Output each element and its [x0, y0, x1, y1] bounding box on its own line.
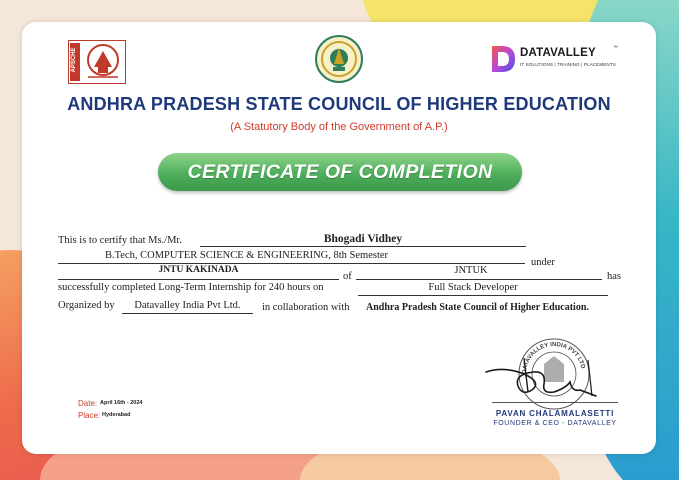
apsche-logo [68, 40, 126, 84]
signature-icon [484, 352, 604, 400]
under-text: under [531, 257, 555, 268]
organization-underline [122, 313, 253, 314]
certificate-card [22, 22, 656, 454]
of-text: of [343, 271, 352, 282]
datavalley-brand: DATAVALLEY [520, 47, 596, 59]
place-value: Hyderabad [102, 412, 131, 418]
has-text: has [607, 271, 621, 282]
signatory-title: FOUNDER & CEO - DATAVALLEY [493, 420, 617, 427]
organization-name: Datavalley India Pvt Ltd. [134, 300, 241, 311]
datavalley-mark-icon [489, 44, 517, 74]
datavalley-tm: ™ [613, 45, 618, 51]
date-value: April 16th - 2024 [100, 400, 143, 406]
student-name: Bhogadi Vidhey [323, 233, 403, 245]
certificate-title: CERTIFICATE OF COMPLETION [187, 161, 493, 183]
collaborator-name: Andhra Pradesh State Council of Higher Education. [366, 302, 589, 313]
role-text: Full Stack Developer [428, 282, 518, 293]
college-underline [58, 279, 339, 280]
ap-government-emblem-icon [314, 34, 364, 84]
apsche-emblem-icon [83, 43, 123, 81]
course-text: B.Tech, COMPUTER SCIENCE & ENGINEERING, 8th Semester [105, 250, 389, 261]
signature-underline [492, 402, 618, 403]
college-name: JNTU KAKINADA [158, 265, 239, 275]
svg-text:DATAVALLEY INDIA PVT LTD: DATAVALLEY INDIA PVT LTD [521, 341, 586, 375]
name-underline [200, 246, 526, 247]
apsche-logo-text: APSCHE [71, 47, 77, 73]
course-underline [58, 263, 525, 264]
datavalley-logo [489, 44, 629, 76]
collaboration-text: in collaboration with [262, 302, 350, 313]
role-underline [358, 295, 608, 296]
university-name: JNTUK [454, 265, 488, 276]
organized-by-text: Organized by [58, 300, 115, 311]
signatory-name: PAVAN CHALAMALASETTI [495, 409, 615, 418]
council-title: ANDHRA PRADESH STATE COUNCIL OF HIGHER EDUCATION [67, 94, 611, 114]
university-underline [356, 279, 602, 280]
completed-text: successfully completed Long-Term Internship for 240 hours on [58, 282, 324, 293]
date-label: Date: [78, 399, 98, 408]
certify-prefix: This is to certify that Ms./Mr. [58, 235, 182, 246]
datavalley-tagline: IT SOLUTIONS | TRAINING | PLACEMENTS [520, 62, 616, 67]
place-label: Place: [78, 411, 101, 420]
statutory-subtitle: (A Statutory Body of the Government of A.P.) [230, 121, 448, 133]
